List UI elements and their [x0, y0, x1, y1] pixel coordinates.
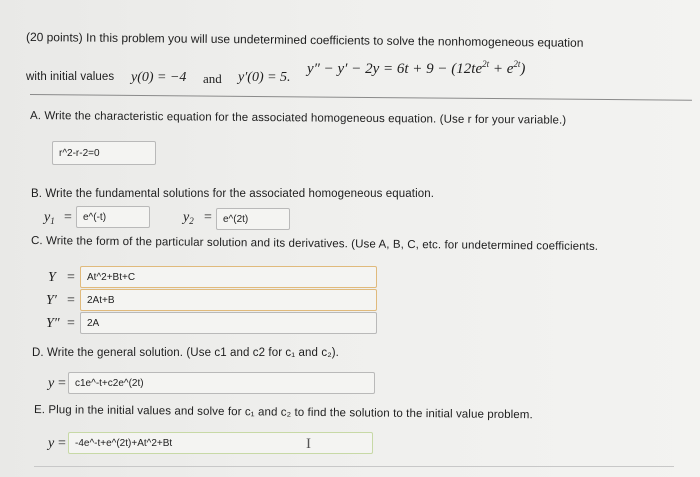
and-text: and — [203, 71, 222, 86]
general-solution-input[interactable]: c1e^-t+c2e^(2t) — [68, 372, 375, 394]
Y-double-prime-label: Y″ — [46, 316, 60, 331]
part-b-question: B. Write the fundamental solutions for the associated homogeneous equation. — [31, 188, 435, 200]
y2-input[interactable]: e^(2t) — [216, 208, 290, 230]
y2-equals: = — [204, 210, 212, 225]
equation-end: ) — [520, 61, 526, 77]
y2-letter: y — [183, 210, 190, 225]
Y-prime-input[interactable]: 2At+B — [80, 289, 377, 311]
Y-double-prime-input[interactable]: 2A — [80, 312, 377, 334]
Y-double-prime-equals: = — [67, 316, 75, 331]
initial-condition-1: y(0) = −4 — [131, 70, 187, 85]
ivp-solution-y-label: y — [48, 436, 55, 451]
equation-mid: + e — [489, 61, 514, 77]
equation-lhs: y″ − y′ − 2y = 6t + 9 − (12te — [307, 61, 483, 77]
part-d-question: D. Write the general solution. (Use c1 and c2 for c₁ and c₂). — [32, 347, 339, 359]
Y-equals: = — [67, 270, 75, 285]
initial-condition-2: y′(0) = 5. — [238, 70, 291, 85]
Y-input[interactable]: At^2+Bt+C — [80, 266, 377, 288]
y2-subscript: 2 — [189, 216, 194, 226]
y2-label — [183, 210, 194, 226]
part-e-question: E. Plug in the initial values and solve for c₁ and c₂ to find the solution to the initial value problem. — [33, 404, 533, 422]
Y-prime-equals: = — [67, 293, 75, 308]
general-solution-y-label: y — [48, 376, 55, 391]
differential-equation — [307, 59, 525, 78]
general-solution-equals: = — [58, 376, 66, 391]
characteristic-equation-input[interactable]: r^2-r-2=0 — [52, 141, 156, 165]
part-c-question: C. Write the form of the particular solution and its derivatives. (Use A, B, C, etc. for undetermined coefficients. — [30, 235, 599, 253]
text-cursor-icon: I — [306, 436, 311, 452]
ivp-solution-input[interactable]: -4e^-t+e^(2t)+At^2+Bt — [68, 432, 373, 454]
problem-intro: (20 points) In this problem you will use undetermined coefficients to solve the nonhomogeneous equation — [25, 30, 584, 50]
y1-label — [44, 210, 55, 226]
Y-label: Y — [48, 270, 56, 285]
section-divider — [30, 94, 692, 101]
y1-subscript: 1 — [50, 216, 55, 226]
y1-input[interactable]: e^(-t) — [76, 206, 150, 228]
ivp-solution-equals: = — [58, 436, 66, 451]
Y-prime-label: Y′ — [46, 293, 57, 308]
bottom-divider — [34, 466, 674, 467]
part-a-question: A. Write the characteristic equation for the associated homogeneous equation. (Use r for your variable.) — [29, 110, 567, 127]
equation-exponent-2: 2t — [513, 59, 521, 69]
y1-equals: = — [64, 210, 72, 225]
y1-letter: y — [44, 210, 51, 225]
equation-exponent-1: 2t — [482, 59, 490, 69]
initial-values-label: with initial values — [26, 71, 115, 83]
